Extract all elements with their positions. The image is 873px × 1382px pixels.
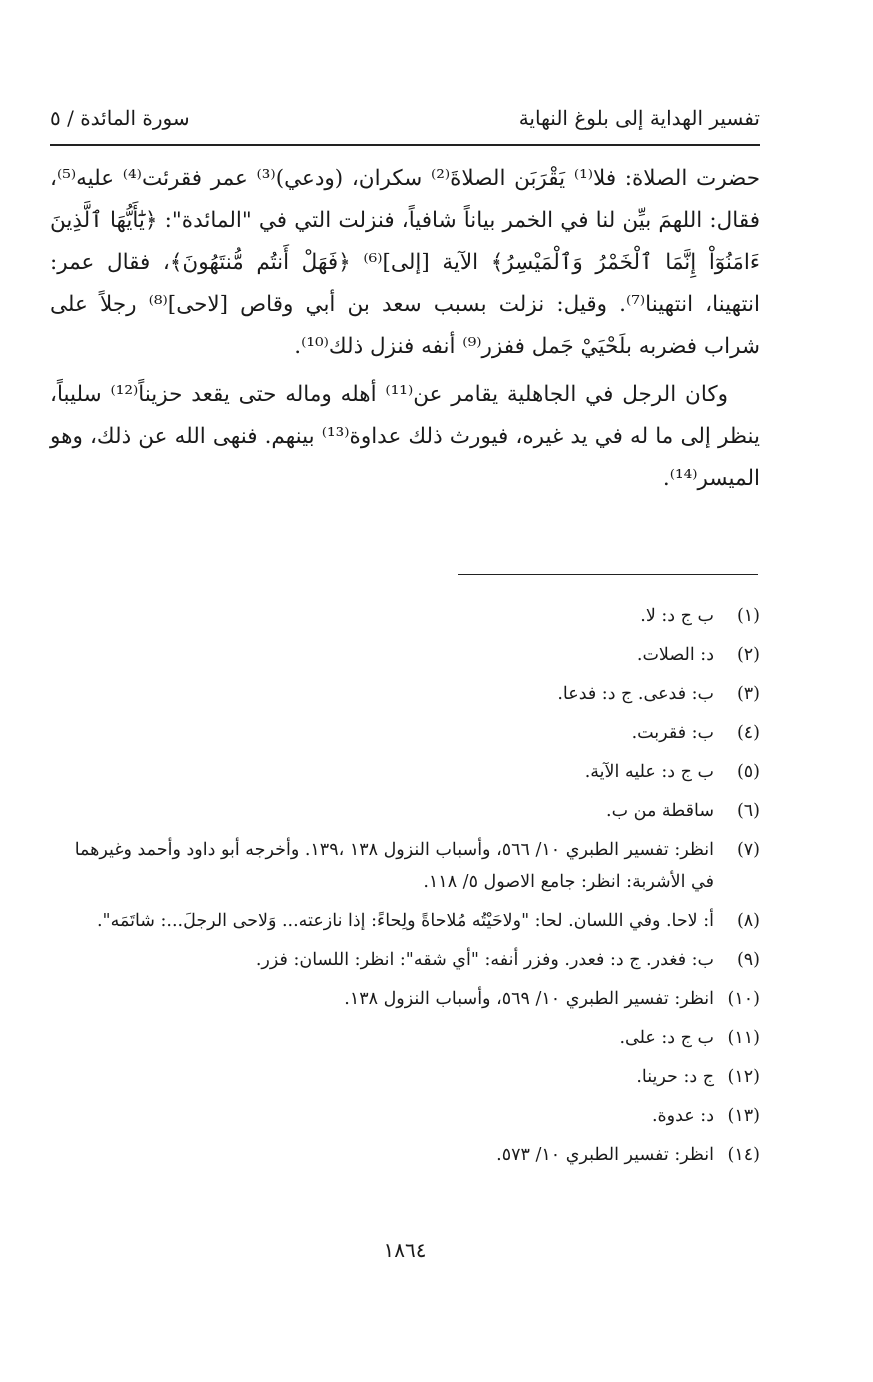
footnote-number: (١١) [727, 1028, 760, 1048]
footnote-item [50, 678, 760, 710]
footnote-number: (١) [736, 606, 760, 626]
paragraph-2: وكان الرجل في الجاهلية يقامر عن⁽¹¹⁾ أهله وماله حتى يقعد حزيناً⁽¹²⁾ سليباً، ينظر إلى ما له في يد غيره، فيورث ذلك عداوة⁽¹³⁾ بينهم. فنهى الله عن ذلك، وهو الميسر⁽¹⁴⁾. [50, 382, 760, 491]
footnote-text: انظر: تفسير الطبري ١٠/ ٥٧٣. [496, 1145, 714, 1165]
paragraph-1: حضرت الصلاة: فلا⁽¹⁾ يَقْرَبَن الصلاةَ⁽²⁾ سكران، (ودعي)⁽³⁾ عمر فقرئت⁽⁴⁾ عليه⁽⁵⁾، فقال: اللهمَ بيِّن لنا في الخمر بياناً شافياً، فنزلت التي في "المائدة": ﴿يَٰٓأَيُّهَا ٱلَّذِينَ ءَامَنُوٓاْ إِنَّمَا ٱلْخَمْرُ وَٱلْمَيْسِرُ﴾ الآية [إلى]⁽⁶⁾ ﴿فَهَلْ أَنتُم مُّنتَهُونَ﴾، فقال عمر: انتهينا، انتهينا⁽⁷⁾. وقيل: نزلت بسبب سعد بن أبي وقاص [لاحى]⁽⁸⁾ رجلاً على شراب فضربه بلَحْيَيْ جَمل ففزر⁽⁹⁾ أنفه فنزل ذلك⁽¹⁰⁾. [50, 166, 760, 359]
footnote-number: (١٢) [727, 1067, 760, 1087]
footnote-number: (٦) [736, 801, 760, 821]
footnote-item [50, 1139, 760, 1171]
footnote-number: (٣) [736, 684, 760, 704]
footnote-text: ب: فغدر. ج د: فعدر. وفزر أنفه: "أي شقه": انظر: اللسان: فزر. [255, 950, 714, 970]
footnote-text: ب: فدعى. ج د: فدعا. [557, 684, 714, 704]
main-text [50, 158, 760, 500]
footnote-item [50, 905, 760, 937]
footnotes-list [50, 600, 760, 1178]
footnote-number: (٨) [736, 911, 760, 931]
footnote-item [50, 795, 760, 827]
footnote-number: (٩) [736, 950, 760, 970]
footnote-text: انظر: تفسير الطبري ١٠/ ٥٦٩، وأسباب النزول ١٣٨. [344, 989, 714, 1009]
footnote-text: ب ج د: عليه الآية. [584, 762, 714, 782]
footnote-item [50, 1100, 760, 1132]
footnote-item [50, 600, 760, 632]
footnote-text: ساقطة من ب. [606, 801, 714, 821]
footnote-separator [458, 574, 758, 575]
footnote-text: ب ج د: لا. [640, 606, 714, 626]
surah-title: سورة المائدة / ٥ [50, 106, 190, 130]
footnote-item [50, 1061, 760, 1093]
footnote-text: ب ج د: على. [619, 1028, 714, 1048]
footnote-text: د: الصلات. [636, 645, 714, 665]
footnote-text: ب: فقربت. [631, 723, 714, 743]
footnote-number: (٢) [736, 645, 760, 665]
footnote-number: (٤) [736, 723, 760, 743]
footnote-text: د: عدوة. [651, 1106, 714, 1126]
footnote-item [50, 944, 760, 976]
footnote-number: (١٤) [727, 1145, 760, 1165]
footnote-text: انظر: تفسير الطبري ١٠/ ٥٦٦، وأسباب النزول ١٣٨ ،١٣٩. وأخرجه أبو داود وأحمد وغيرهما في الأشربة: انظر: جامع الاصول ٥/ ١١٨. [74, 840, 714, 892]
page-number: ١٨٦٤ [383, 1238, 427, 1262]
footnote-item [50, 983, 760, 1015]
footnote-number: (٥) [736, 762, 760, 782]
footnote-text: ج د: حرينا. [636, 1067, 714, 1087]
footnote-number: (١٠) [727, 989, 760, 1009]
footnote-item [50, 834, 760, 898]
footnote-number: (٧) [736, 840, 760, 860]
header-rule [50, 144, 760, 146]
running-header [50, 98, 760, 138]
footnote-item [50, 639, 760, 671]
book-title: تفسير الهداية إلى بلوغ النهاية [518, 106, 760, 130]
footnote-number: (١٣) [727, 1106, 760, 1126]
footnote-item [50, 756, 760, 788]
footnote-item [50, 1022, 760, 1054]
footnote-item [50, 717, 760, 749]
footnote-text: أ: لاحا. وفي اللسان. لحا: "ولاحَيْتُه مُلاحاةً ولِحاءً: إذا نازعته... وَلاحى الرجلَ...: شاتَمَه". [96, 911, 714, 931]
